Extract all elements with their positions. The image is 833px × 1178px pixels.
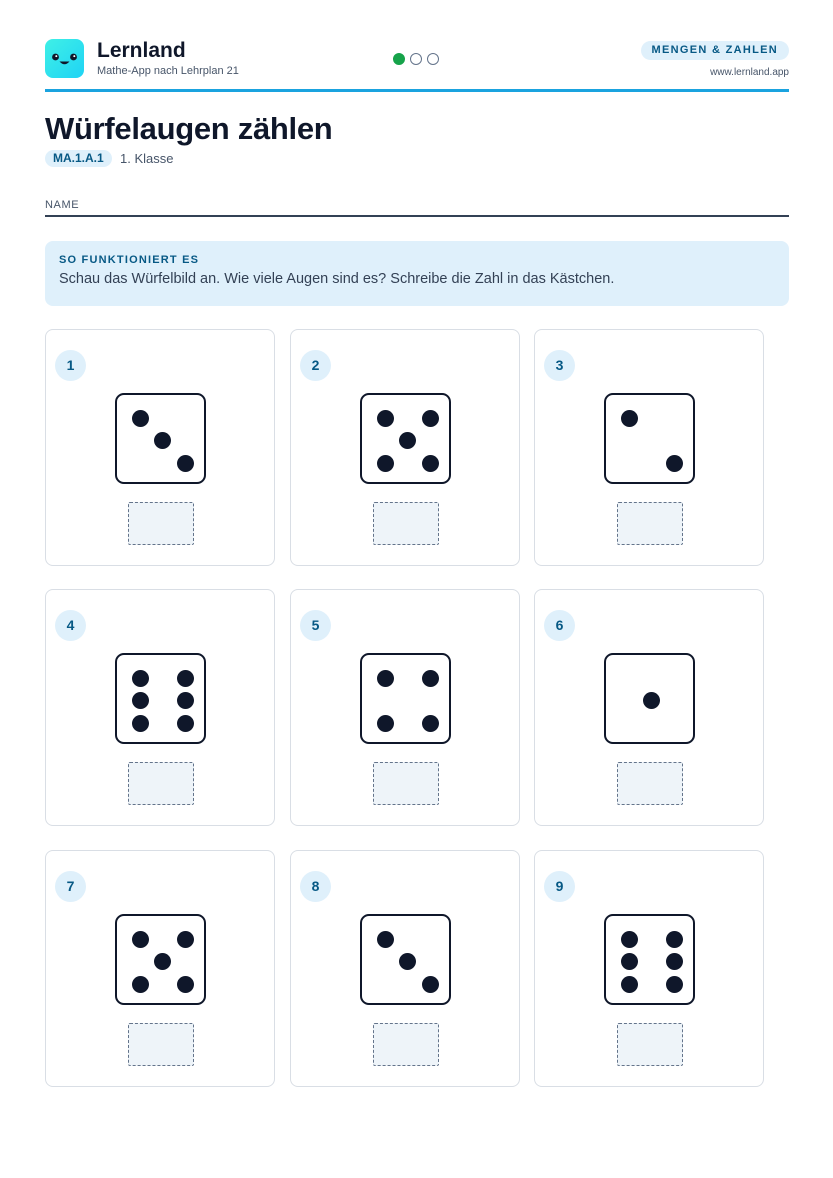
progress-dot [393, 53, 405, 65]
dice-pip [422, 455, 439, 472]
dice-pip [666, 455, 683, 472]
exercise-card [45, 850, 275, 1087]
header [45, 38, 789, 90]
dice-pip [422, 715, 439, 732]
dice-face [360, 653, 451, 744]
dice-face [360, 914, 451, 1005]
exercise-number: 3 [544, 350, 575, 381]
answer-box[interactable] [617, 502, 683, 545]
brand-name: Lernland [97, 39, 186, 62]
name-label: NAME [45, 199, 80, 211]
dice-face [115, 393, 206, 484]
dice-face [115, 914, 206, 1005]
dice-pip [399, 432, 416, 449]
exercise-card [45, 329, 275, 566]
curriculum-code-badge: MA.1.A.1 [45, 150, 112, 167]
dice-pip [377, 931, 394, 948]
dice-pip [666, 931, 683, 948]
dice-pip [177, 692, 194, 709]
dice-pip [377, 410, 394, 427]
topic-badge: MENGEN & ZAHLEN [641, 41, 789, 60]
instructions-text: Schau das Würfelbild an. Wie viele Augen sind es? Schreibe die Zahl in das Kästchen. [59, 271, 615, 287]
exercise-card [45, 589, 275, 826]
instructions-heading: SO FUNKTIONIERT ES [59, 254, 200, 266]
header-rule [45, 89, 789, 92]
exercise-number: 2 [300, 350, 331, 381]
exercise-card [290, 850, 520, 1087]
dice-pip [132, 692, 149, 709]
name-field[interactable] [45, 215, 789, 217]
answer-box[interactable] [128, 762, 194, 805]
grade-label: 1. Klasse [120, 151, 174, 166]
dice-pip [132, 931, 149, 948]
exercise-number: 4 [55, 610, 86, 641]
dice-pip [422, 670, 439, 687]
dice-pip [422, 976, 439, 993]
exercise-number: 1 [55, 350, 86, 381]
progress-dot [427, 53, 439, 65]
dice-pip [621, 410, 638, 427]
exercise-card [534, 329, 764, 566]
progress-dots [393, 53, 439, 65]
answer-box[interactable] [128, 502, 194, 545]
progress-dot [410, 53, 422, 65]
answer-box[interactable] [373, 1023, 439, 1066]
dice-pip [132, 976, 149, 993]
dice-pip [177, 976, 194, 993]
dice-pip [177, 455, 194, 472]
exercise-number: 6 [544, 610, 575, 641]
dice-pip [177, 670, 194, 687]
dice-pip [177, 931, 194, 948]
page-title: Würfelaugen zählen [45, 111, 333, 146]
dice-pip [621, 931, 638, 948]
dice-pip [132, 670, 149, 687]
dice-pip [377, 715, 394, 732]
answer-box[interactable] [373, 502, 439, 545]
exercise-number: 8 [300, 871, 331, 902]
exercise-card [534, 850, 764, 1087]
dice-pip [621, 976, 638, 993]
dice-pip [177, 715, 194, 732]
dice-pip [377, 455, 394, 472]
dice-pip [666, 953, 683, 970]
answer-box[interactable] [128, 1023, 194, 1066]
dice-pip [399, 953, 416, 970]
dice-pip [377, 670, 394, 687]
dice-face [115, 653, 206, 744]
dice-pip [132, 410, 149, 427]
dice-pip [666, 976, 683, 993]
dice-pip [643, 692, 660, 709]
answer-box[interactable] [617, 1023, 683, 1066]
lernland-logo [45, 39, 84, 78]
answer-box[interactable] [373, 762, 439, 805]
dice-face [360, 393, 451, 484]
exercise-number: 9 [544, 871, 575, 902]
exercise-number: 5 [300, 610, 331, 641]
website-url[interactable]: www.lernland.app [710, 67, 789, 78]
dice-pip [422, 410, 439, 427]
exercise-card [290, 589, 520, 826]
instructions-box [45, 241, 789, 306]
dice-face [604, 914, 695, 1005]
dice-pip [132, 715, 149, 732]
dice-pip [154, 953, 171, 970]
dice-pip [154, 432, 171, 449]
exercise-card [534, 589, 764, 826]
brand-tagline: Mathe-App nach Lehrplan 21 [97, 65, 239, 77]
smiley-face-icon [45, 39, 84, 78]
answer-box[interactable] [617, 762, 683, 805]
dice-pip [621, 953, 638, 970]
exercise-number: 7 [55, 871, 86, 902]
exercise-card [290, 329, 520, 566]
dice-face [604, 653, 695, 744]
dice-face [604, 393, 695, 484]
